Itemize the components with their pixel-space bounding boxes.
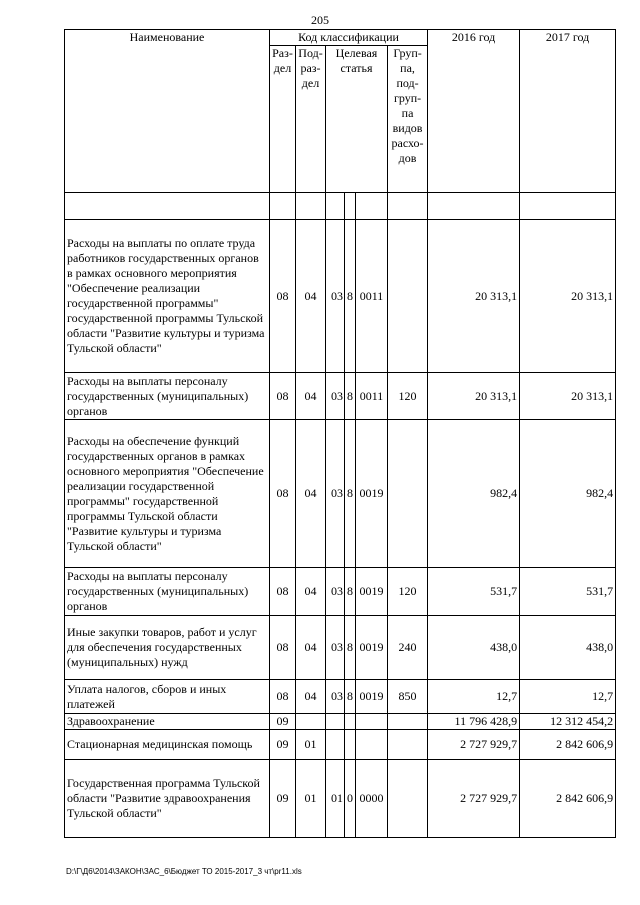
table-cell-2017: 20 313,1 xyxy=(520,373,616,420)
table-row xyxy=(65,420,616,568)
table-cell-razdel: 08 xyxy=(270,420,296,568)
table-cell-target-direction xyxy=(356,730,388,760)
table-cell-target-direction: 0019 xyxy=(356,568,388,616)
table-cell-2016: 2 727 929,7 xyxy=(428,730,520,760)
table-cell-2016: 438,0 xyxy=(428,616,520,680)
table-row xyxy=(65,714,616,730)
table-cell-2016: 531,7 xyxy=(428,568,520,616)
table-cell-target-subprogram: 0 xyxy=(345,760,356,838)
table-cell-target-direction: 0011 xyxy=(356,220,388,373)
table-cell-podrazdel: 04 xyxy=(296,420,326,568)
header-code: Код классификации xyxy=(270,30,428,46)
table-cell-podrazdel: 01 xyxy=(296,760,326,838)
table-cell-target-direction: 0000 xyxy=(356,760,388,838)
page-number: 205 xyxy=(311,13,329,27)
table-cell-razdel: 08 xyxy=(270,220,296,373)
table-cell-razdel: 09 xyxy=(270,730,296,760)
table-cell-2017: 2 842 606,9 xyxy=(520,730,616,760)
table-cell-podrazdel: 04 xyxy=(296,616,326,680)
table-cell-group: 120 xyxy=(388,373,428,420)
table-cell-2016: 20 313,1 xyxy=(428,220,520,373)
table-cell-group xyxy=(388,760,428,838)
table-cell-razdel: 09 xyxy=(270,760,296,838)
table-cell-2017: 20 313,1 xyxy=(520,220,616,373)
table-cell-name: Расходы на выплаты персоналу государственных (муниципальных) органов xyxy=(65,373,270,420)
table-cell-podrazdel: 01 xyxy=(296,730,326,760)
header-podrazdel: Под- раз- дел xyxy=(296,46,326,193)
table-cell-name: Иные закупки товаров, работ и услуг для обеспечения государственных (муниципальных) нужд xyxy=(65,616,270,680)
table-cell-target-subprogram xyxy=(345,714,356,730)
table-cell-group xyxy=(388,220,428,373)
header-target: Целевая статья xyxy=(326,46,388,193)
table-cell-razdel: 08 xyxy=(270,568,296,616)
table-cell-podrazdel: 04 xyxy=(296,568,326,616)
table-cell-podrazdel: 04 xyxy=(296,220,326,373)
table-cell-target-direction: 0019 xyxy=(356,420,388,568)
table-cell-target-program: 03 xyxy=(326,568,345,616)
table-cell-razdel: 08 xyxy=(270,680,296,714)
table-row xyxy=(65,373,616,420)
table-cell-target-subprogram xyxy=(345,730,356,760)
table-row xyxy=(65,220,616,373)
table-cell-target-subprogram: 8 xyxy=(345,680,356,714)
table-cell-name: Здравоохранение xyxy=(65,714,270,730)
table-cell-razdel: 08 xyxy=(270,373,296,420)
table-cell-2016: 11 796 428,9 xyxy=(428,714,520,730)
table-cell-group xyxy=(388,730,428,760)
table-cell-target-program xyxy=(326,714,345,730)
table-cell-target-program: 03 xyxy=(326,373,345,420)
header-name: Наименование xyxy=(65,30,270,193)
table-cell-target-subprogram: 8 xyxy=(345,616,356,680)
table-cell-name: Уплата налогов, сборов и иных платежей xyxy=(65,680,270,714)
table-cell-2016: 2 727 929,7 xyxy=(428,760,520,838)
table-cell-podrazdel: 04 xyxy=(296,373,326,420)
table-cell-target-program: 03 xyxy=(326,616,345,680)
table-cell-target-direction xyxy=(356,714,388,730)
table-cell-2017: 2 842 606,9 xyxy=(520,760,616,838)
table-cell-target-direction: 0019 xyxy=(356,616,388,680)
table-row xyxy=(65,616,616,680)
table-cell-2017: 982,4 xyxy=(520,420,616,568)
table-cell-razdel: 09 xyxy=(270,714,296,730)
table-cell-2016: 20 313,1 xyxy=(428,373,520,420)
table-cell-2016: 12,7 xyxy=(428,680,520,714)
table-row xyxy=(65,568,616,616)
table-cell-target-subprogram: 8 xyxy=(345,420,356,568)
table-cell-name: Расходы на выплаты по оплате труда работников государственных органов в рамках основного мероприятия "Обеспечение реализации государственной программы" государственной программы Тульской области "Развитие культуры и туризма Тульской области" xyxy=(65,220,270,373)
table-cell-target-program: 01 xyxy=(326,760,345,838)
table-cell-target-subprogram: 8 xyxy=(345,373,356,420)
file-path-footer: D:\Г\Д6\2014\ЗАКОН\ЗАС_6\Бюджет ТО 2015-2017_3 чт\pr11.xls xyxy=(66,867,302,876)
table-row xyxy=(65,730,616,760)
table-cell-group xyxy=(388,420,428,568)
table-cell-2017: 531,7 xyxy=(520,568,616,616)
table-cell-name: Расходы на выплаты персоналу государственных (муниципальных) органов xyxy=(65,568,270,616)
table-cell-group: 240 xyxy=(388,616,428,680)
table-cell-2017: 12,7 xyxy=(520,680,616,714)
table-cell-target-direction: 0011 xyxy=(356,373,388,420)
table-cell-target-program: 03 xyxy=(326,680,345,714)
table-cell-name: Государственная программа Тульской области "Развитие здравоохранения Тульской области" xyxy=(65,760,270,838)
table-cell-2017: 438,0 xyxy=(520,616,616,680)
table-cell-podrazdel: 04 xyxy=(296,680,326,714)
table-cell-target-program: 03 xyxy=(326,420,345,568)
table-cell-razdel: 08 xyxy=(270,616,296,680)
table-cell-2017: 12 312 454,2 xyxy=(520,714,616,730)
table-cell-name: Расходы на обеспечение функций государственных органов в рамках основного мероприятия "Обеспечение реализации государственной программы" государственной программы Тульской области "Развитие культуры и туризма Тульской области" xyxy=(65,420,270,568)
header-group: Груп- па, под- груп- па видов расхо- дов xyxy=(388,46,428,193)
table-row xyxy=(65,760,616,838)
table-cell-group: 120 xyxy=(388,568,428,616)
header-2016: 2016 год xyxy=(428,30,520,193)
table-row xyxy=(65,680,616,714)
header-razdel: Раз- дел xyxy=(270,46,296,193)
budget-table xyxy=(64,29,616,838)
table-cell-group xyxy=(388,714,428,730)
table-cell-target-subprogram: 8 xyxy=(345,220,356,373)
table-cell-target-program xyxy=(326,730,345,760)
table-cell-2016: 982,4 xyxy=(428,420,520,568)
header-2017: 2017 год xyxy=(520,30,616,193)
table-cell-group: 850 xyxy=(388,680,428,714)
table-cell-name: Стационарная медицинская помощь xyxy=(65,730,270,760)
table-cell-target-program: 03 xyxy=(326,220,345,373)
table-cell-podrazdel xyxy=(296,714,326,730)
table-cell-target-direction: 0019 xyxy=(356,680,388,714)
table-cell-target-subprogram: 8 xyxy=(345,568,356,616)
